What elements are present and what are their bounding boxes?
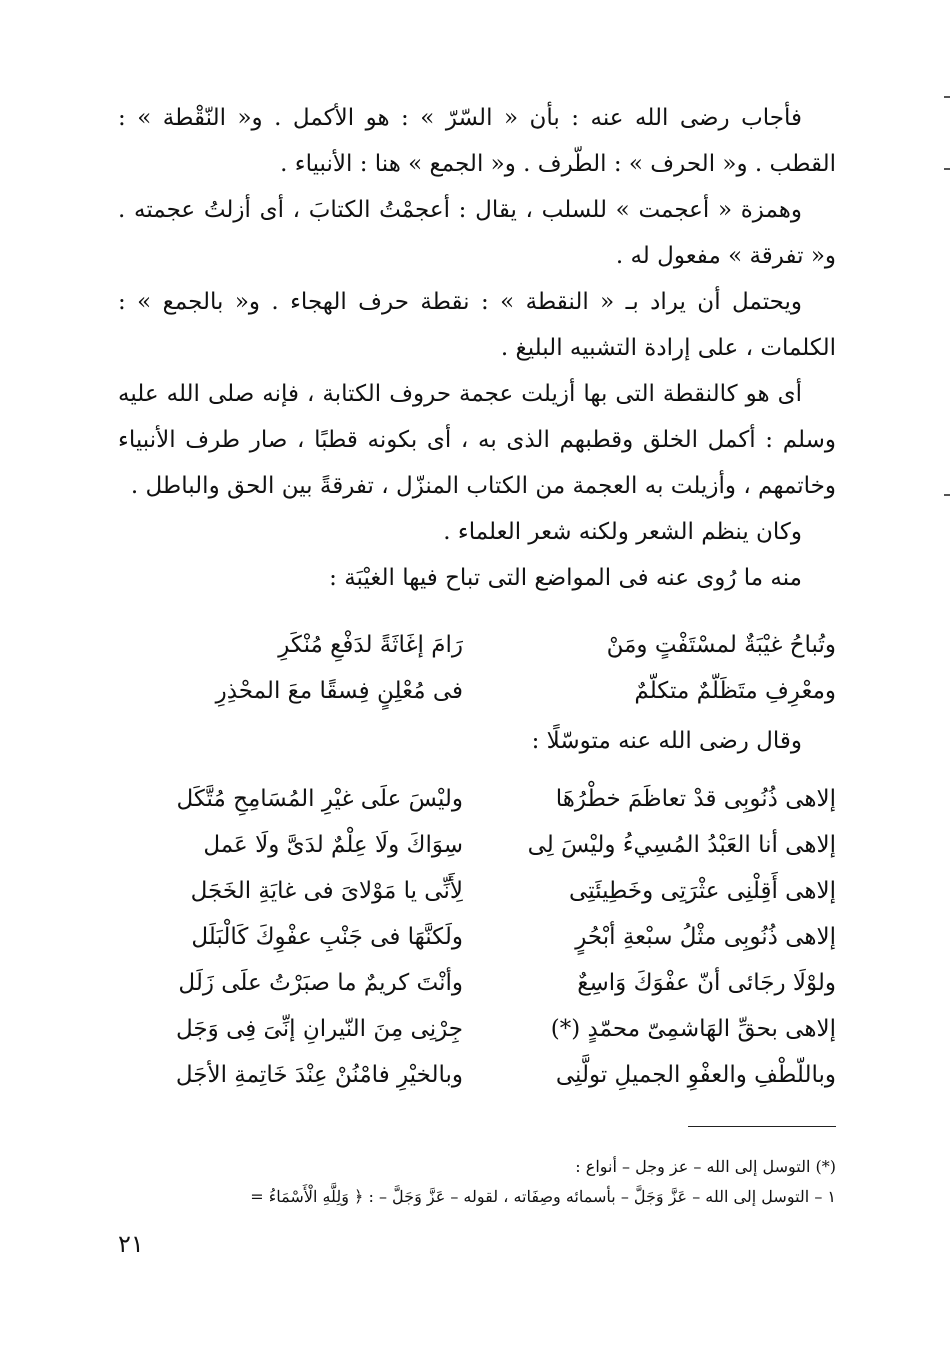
verse-first-hemistich: إلاهى أنا العَبْدُ المُسِيءُ وليْسَ لِى	[527, 832, 836, 858]
paragraph-verse-intro: منه ما رُوى عنه فى المواضع التى تباح فيها الغيْبَة :	[329, 565, 802, 591]
paragraph-point: ويحتمل أن يراد بـ « النقطة » : نقطة حرف الهجاء . و« بالجمع » : الكلمات ، على إرادة التشبيه البليغ .	[118, 289, 836, 361]
footnote-divider	[688, 1126, 836, 1127]
verse-intro-tawassul: وقال رضى الله عنه متوسّلًا :	[531, 728, 802, 754]
scan-edge-mark	[944, 96, 950, 98]
footnotes	[118, 1152, 836, 1212]
verse-first-hemistich: إلاهى أَقِلْنِى عثْرَتِى وخَطِيئَتِى	[569, 878, 836, 904]
verse-row	[118, 822, 836, 868]
verse-group-tawassul	[118, 776, 836, 1098]
verse-second-hemistich: لِأَنِّى يا مَوْلاىَ فى غايَةِ الخَجَل	[190, 878, 463, 904]
verse-row	[118, 1006, 836, 1052]
verse-first-hemistich: وتُباحُ غيْبَةٌ لمسْتَفْتٍ ومَنْ	[606, 632, 836, 658]
scan-edge-mark	[944, 168, 950, 170]
page-number: ٢١	[118, 1230, 144, 1258]
paragraph-explanation: أى هو كالنقطة التى بها أزيلت عجمة حروف الكتابة ، فإنه صلى الله عليه وسلم : أكمل الخلق وقطبهم الذى به ، أى بكونه قطبًا ، صار طرف الأنبياء وخاتمهم ، وأزيلت به العجمة من الكتاب المنزّل ، تفرقةً بين الحق والباطل .	[118, 381, 836, 499]
verse-second-hemistich: ولَكنَّهَا فى جَنْبِ عفْوِكَ كَالْبَلَل	[191, 924, 463, 950]
prose-block	[118, 95, 836, 601]
verse-first-hemistich: ومعْرِفِ متَظَلّمٌ متكلّمٌ	[634, 678, 836, 704]
verse-second-hemistich: وأنْتَ كريمٌ ما صبَرْتُ علَى زَلَل	[178, 970, 463, 996]
verse-row	[118, 1052, 836, 1098]
verse-row	[118, 622, 836, 668]
paragraph-poetry: وكان ينظم الشعر ولكنه شعر العلماء .	[443, 519, 802, 545]
verse-first-hemistich: ولوْلَا رجَائى أنّ عفْوَكَ وَاسِعٌ	[577, 970, 836, 996]
verse-second-hemistich: وبالخيْرِ فامْنُنْ عِنْدَ خَاتِمةِ الأجَل	[175, 1062, 463, 1088]
verse-row	[118, 776, 836, 822]
verse-row	[118, 960, 836, 1006]
verse-second-hemistich: سِوَاكَ ولَا عِلْمٌ لدَىَّ ولَا عَمل	[203, 832, 463, 858]
verse-first-hemistich: إلاهى ذُنُوبِى مثْلُ سبْعةِ أبْحُرٍ	[575, 924, 836, 950]
verse-row	[118, 668, 836, 714]
paragraph-answer: فأجاب رضى الله عنه : بأن « السّرّ » : هو الأكمل . و« النّقْطة » : القطب . و« الحرف » : الطّرف . و« الجمع » هنا : الأنبياء .	[118, 105, 836, 177]
verse-row	[118, 914, 836, 960]
paragraph-hamza: وهمزة « أعجمت » للسلب ، يقال : أعجمْتُ الكتابَ ، أى أزلتُ عجمته . و« تفرقة » مفعول له .	[118, 197, 836, 269]
verse-second-hemistich: فى مُعْلِنٍ فِسقًا معَ المحْذِرِ	[215, 678, 463, 704]
verse-group-gheeba	[118, 622, 836, 714]
verse-second-hemistich: وليْسَ علَى غيْرِ المُسَامِحِ مُتَّكَل	[176, 786, 463, 812]
verse-first-hemistich: إلاهى ذُنُوبِى قدْ تعاظَمَ خطْرُهَا	[555, 786, 836, 812]
verse-first-hemistich: إلاهى بحقِّ الهَاشمِىّ محمّدٍ (*)	[550, 1016, 836, 1042]
verse-row	[118, 868, 836, 914]
verse-second-hemistich: رَامَ إغَاثَةً لدَفْعِ مُنْكَرِ	[278, 632, 463, 658]
footnote-star: (*) التوسل إلى الله – عز وجل – أنواع :	[575, 1157, 836, 1176]
scan-edge-mark	[944, 494, 950, 496]
footnote-one: ١ – التوسل إلى الله – عَزَّ وَجَلَّ – بأسمائه وصِفَاته ، لقوله – عَزَّ وَجَلَّ – : ﴿ وَلِلَّهِ الْأَسْمَاءُ =	[250, 1187, 836, 1206]
verse-first-hemistich: وباللّطْفِ والعفْوِ الجميلِ تولَّنِى	[555, 1062, 836, 1088]
verse-second-hemistich: جِرْنِى مِنَ النّيرانِ إنِّىَ فِى وَجَل	[176, 1016, 463, 1042]
